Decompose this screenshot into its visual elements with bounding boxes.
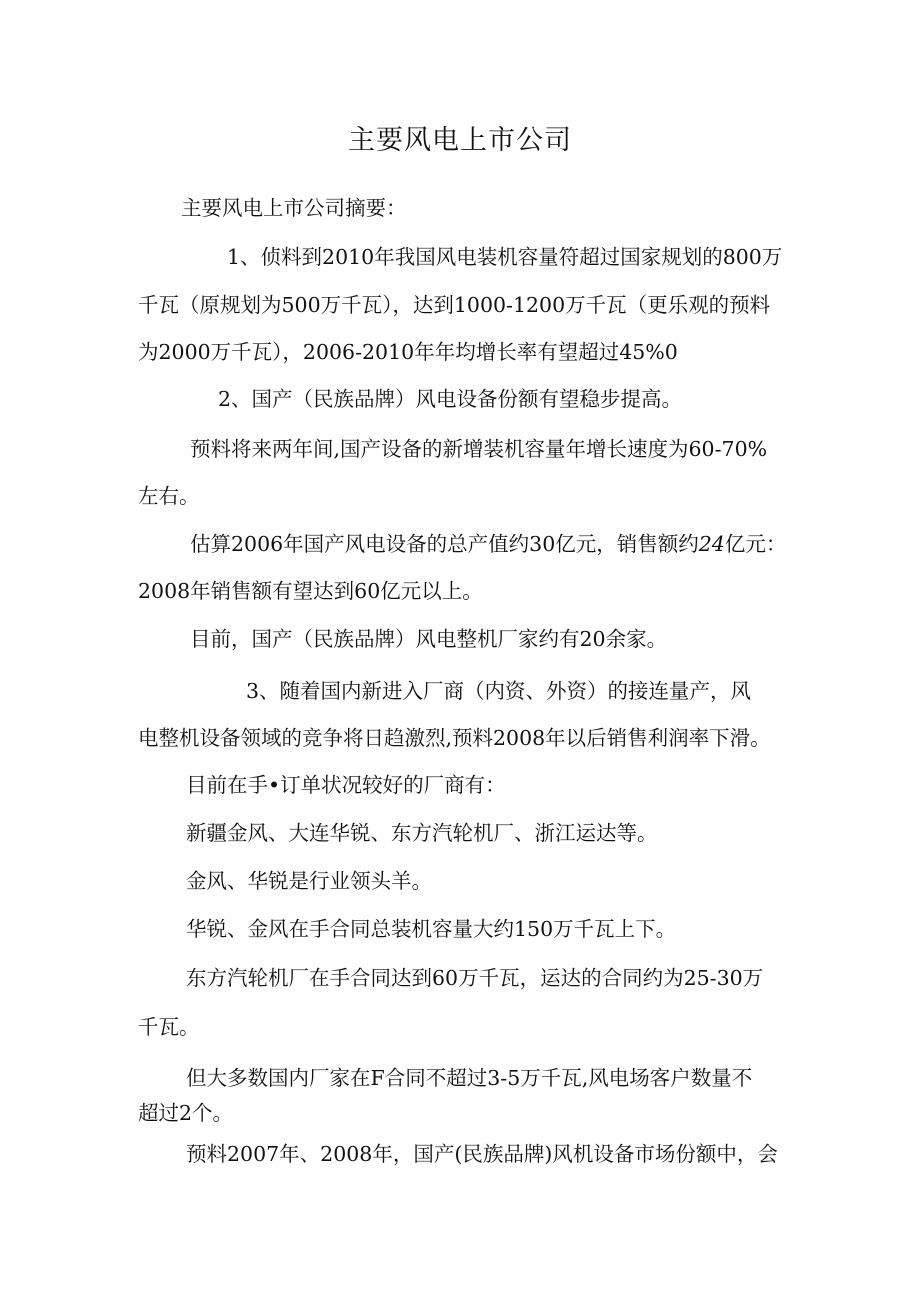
paragraph-line: 东方汽轮机厂在手合同达到60万千瓦，运达的合同约为25-30万 (186, 966, 764, 990)
paragraph-line: 电整机设备领域的竞争将日趋激烈,预料2008年以后销售利润率下滑。 (138, 726, 771, 750)
paragraph-line: 华锐、金风在手合同总装机容量大约150万千瓦上下。 (186, 917, 677, 941)
paragraph-line: 超过2个。 (138, 1101, 234, 1125)
paragraph-line: 目前在手•订单状况较好的厂商有： (186, 773, 506, 797)
paragraph-line: 但大多数国内厂家在F合同不超过3-5万千瓦,风电场客户数量不 (186, 1066, 753, 1090)
paragraph-line: 目前，国产（民族品牌）风电整机厂家约有20余家。 (190, 627, 668, 651)
summary-heading: 主要风电上市公司摘要： (181, 196, 407, 220)
paragraph-line: 新疆金风、大连华锐、东方汽轮机厂、浙江运达等。 (186, 821, 658, 845)
line-text: 估算2006年国产风电设备的总产值约30亿元，销售额约 (190, 532, 699, 556)
paragraph-line: 左右。 (138, 484, 200, 508)
document-title: 主要风电上市公司 (348, 125, 572, 156)
paragraph-line: 1、侦料到2010年我国风电装机容量符超过国家规划的800万 (227, 245, 783, 269)
paragraph-line (190, 529, 786, 559)
paragraph-line: 2008年销售额有望达到60亿元以上。 (138, 579, 483, 603)
paragraph-line: 预料将来两年间,国产设备的新增装机容量年增长速度为60-70% (190, 437, 768, 461)
paragraph-line: 预料2007年、2008年，国产(民族品牌)风机设备市场份额中，会 (186, 1142, 778, 1166)
line-text: 亿元： (724, 532, 787, 556)
paragraph-line: 金风、华锐是行业领头羊。 (186, 869, 432, 893)
paragraph-line: 千瓦。 (138, 1015, 200, 1039)
italic-number: 24 (698, 532, 725, 556)
paragraph-line: 千瓦（原规划为500万千瓦），达到1000-1200万千瓦（更乐观的预料 (138, 293, 771, 317)
paragraph-line: 2、国产（民族品牌）风电设备份额有望稳步提高。 (218, 387, 683, 411)
paragraph-line: 3、随着国内新进入厂商（内资、外资）的接连量产，风 (246, 679, 752, 703)
paragraph-line: 为2000万千瓦），2006-2010年年均增长率有望超过45%0 (138, 340, 678, 364)
